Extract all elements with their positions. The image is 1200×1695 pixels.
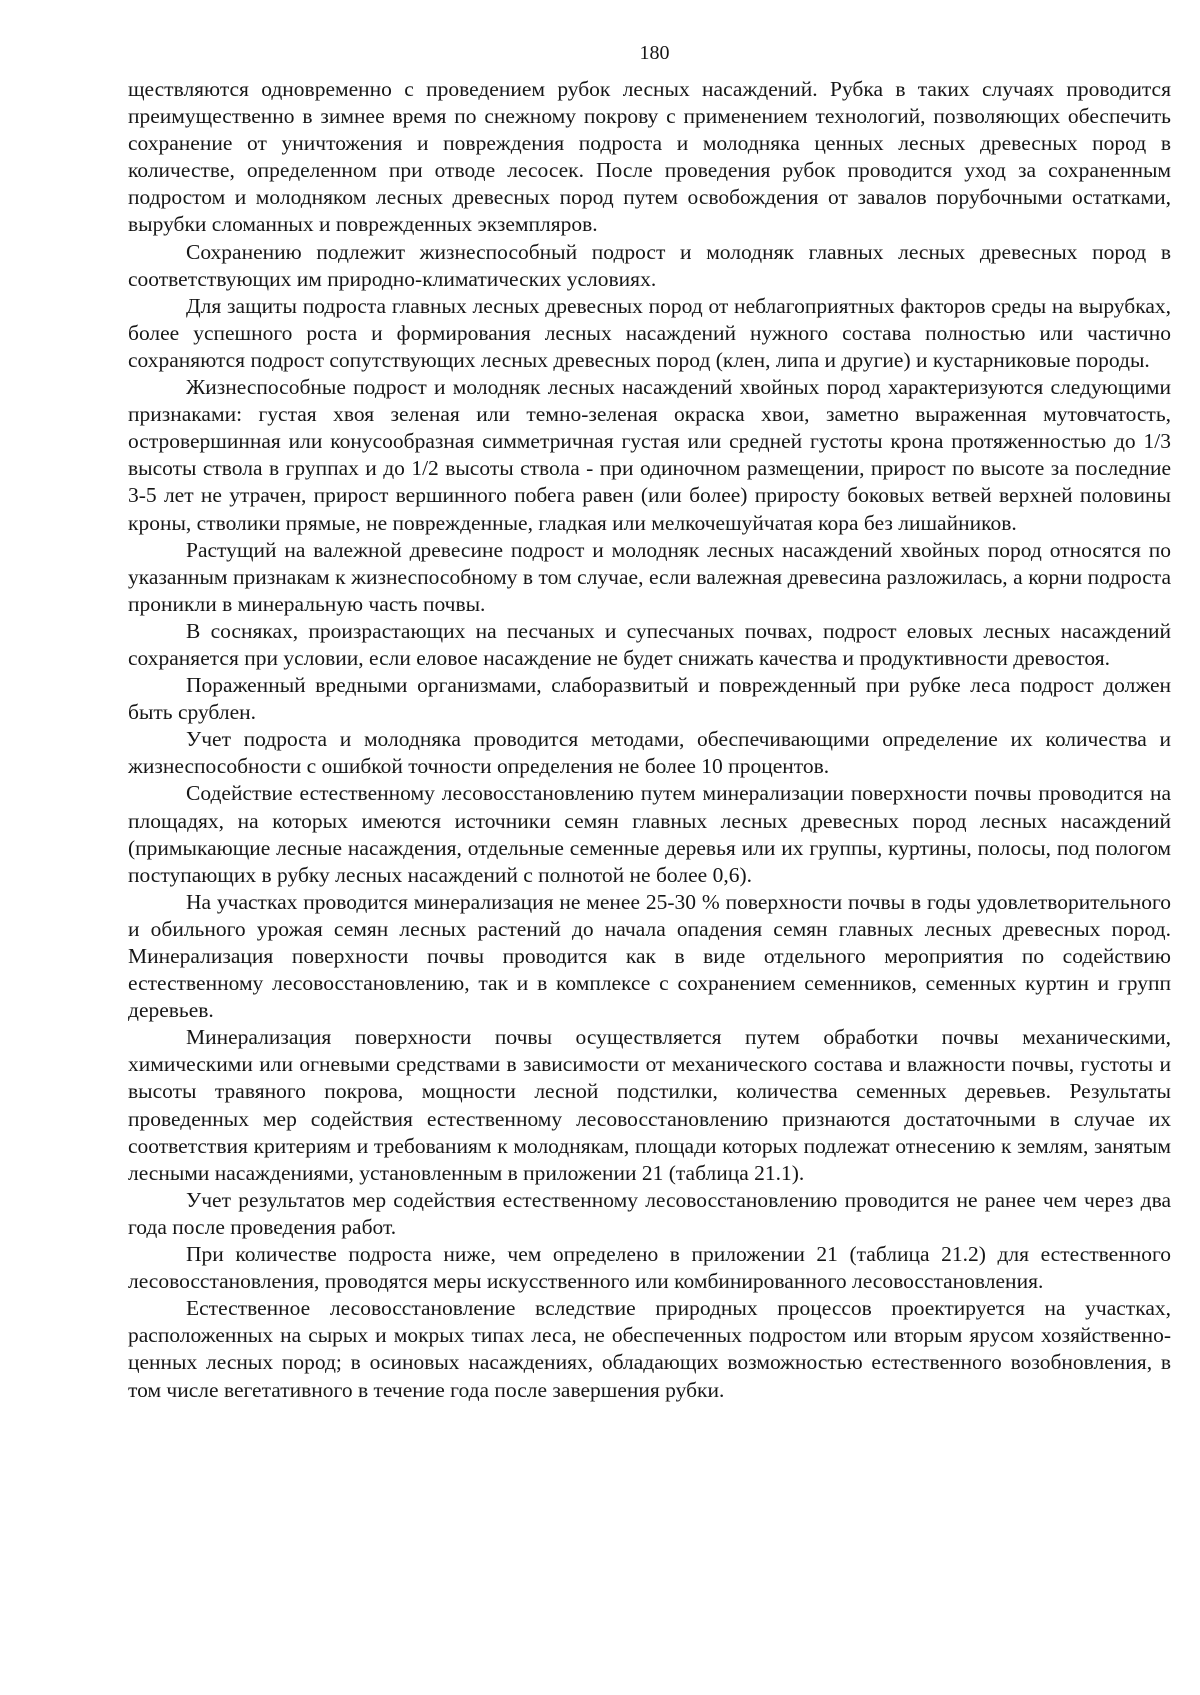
paragraph: Естественное лесовосстановление вследствие природных процессов проектируется на участках, расположенных на сырых и мокрых типах леса, не обеспеченных подростом или вторым ярусом хозяйственно-ценных лесных пород; в осиновых насаждениях, обладающих возможностью естественного возобновления, в том числе вегетативного в течение года после завершения рубки. xyxy=(128,1296,1171,1402)
paragraph: В сосняках, произрастающих на песчаных и супесчаных почвах, подрост еловых лесных насаждений сохраняется при условии, если еловое насаждение не будет снижать качества и продуктивности древостоя. xyxy=(128,618,1171,670)
page-number: 180 xyxy=(639,42,670,64)
document-page xyxy=(128,40,1171,1404)
paragraph: Пораженный вредными организмами, слаборазвитый и поврежденный при рубке леса подрост должен быть срублен. xyxy=(128,673,1171,725)
paragraph: Учет результатов мер содействия естественному лесовосстановлению проводится не ранее чем через два года после проведения работ. xyxy=(128,1187,1171,1239)
paragraph: Минерализация поверхности почвы осуществляется путем обработки почвы механическими, химическими или огневыми средствами в зависимости от механического состава и влажности почвы, густоты и высоты травяного покрова, мощности лесной подстилки, количества семенных деревьев. Результаты проведенных мер содействия естественному лесовосстановлению признаются достаточными в случае их соответствия критериям и требованиям к молоднякам, площади которых подлежат отнесению к землям, занятым лесными насаждениями, установленным в приложении 21 (таблица 21.1). xyxy=(128,1025,1171,1185)
paragraph: Содействие естественному лесовосстановлению путем минерализации поверхности почвы проводится на площадях, на которых имеются источники семян главных лесных древесных пород лесных насаждений (примыкающие лесные насаждения, отдельные семенные деревья или их группы, куртины, полосы, под пологом поступающих в рубку лесных насаждений с полнотой не более 0,6). xyxy=(128,781,1171,887)
paragraph: На участках проводится минерализация не менее 25-30 % поверхности почвы в годы удовлетворительного и обильного урожая семян лесных растений до начала опадения семян главных лесных древесных пород. Минерализация поверхности почвы проводится как в виде отдельного мероприятия по содействию естественному лесовосстановлению, так и в комплексе с сохранением семенников, семенных куртин и групп деревьев. xyxy=(128,889,1171,1023)
paragraph: Учет подроста и молодняка проводится методами, обеспечивающими определение их количества и жизнеспособности с ошибкой точности определения не более 10 процентов. xyxy=(128,727,1171,779)
paragraph: Растущий на валежной древесине подрост и молодняк лесных насаждений хвойных пород относятся по указанным признакам к жизнеспособному в том случае, если валежная древесина разложилась, а корни подроста проникли в минеральную часть почвы. xyxy=(128,537,1171,616)
paragraph: Для защиты подроста главных лесных древесных пород от неблагоприятных факторов среды на вырубках, более успешного роста и формирования лесных насаждений нужного состава полностью или частично сохраняются подрост сопутствующих лесных древесных пород (клен, липа и другие) и кустарниковые породы. xyxy=(128,293,1171,372)
paragraph: При количестве подроста ниже, чем определено в приложении 21 (таблица 21.2) для естественного лесовосстановления, проводятся меры искусственного или комбинированного лесовосстановления. xyxy=(128,1242,1171,1294)
paragraph-continuation: ществляются одновременно с проведением рубок лесных насаждений. Рубка в таких случаях проводится преимущественно в зимнее время по снежному покрову с применением технологий, позволяющих обеспечить сохранение от уничтожения и повреждения подроста и молодняка ценных лесных древесных пород в количестве, определенном при отводе лесосек. После проведения рубок проводится уход за сохраненным подростом и молодняком лесных древесных пород путем освобождения от завалов порубочными остатками, вырубки сломанных и поврежденных экземпляров. xyxy=(128,77,1171,237)
paragraph: Сохранению подлежит жизнеспособный подрост и молодняк главных лесных древесных пород в соответствующих им природно-климатических условиях. xyxy=(128,239,1171,291)
paragraph: Жизнеспособные подрост и молодняк лесных насаждений хвойных пород характеризуются следующими признаками: густая хвоя зеленая или темно-зеленая окраска хвои, заметно выраженная мутовчатость, островершинная или конусообразная симметричная густая или средней густоты крона протяженностью до 1/3 высоты ствола в группах и до 1/2 высоты ствола - при одиночном размещении, прирост по высоте за последние 3-5 лет не утрачен, прирост вершинного побега равен (или более) приросту боковых ветвей верхней половины кроны, стволики прямые, не поврежденные, гладкая или мелкочешуйчатая кора без лишайников. xyxy=(128,375,1171,535)
